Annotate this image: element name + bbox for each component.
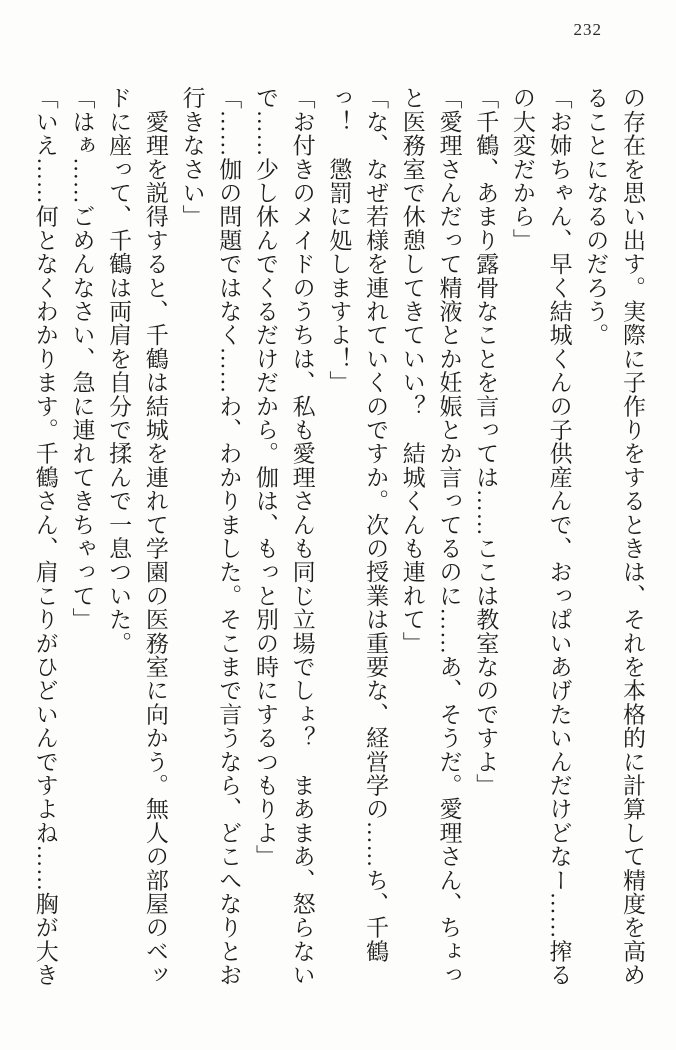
text-column: 「な、なぜ若様を連れていくのですか。次の授業は重要な、経営学の……ち、千鶴 [363,86,389,963]
page-number: 232 [573,20,602,39]
text-column: っ！ 懲罰に処しますよ！」 [326,86,352,395]
text-column: 行きなさい」 [179,86,205,229]
text-column: ることになるのだろう。 [583,86,609,347]
text-column: 「愛理さんだって精液とか妊娠とか言ってるのに……あ、そうだ。愛理さん、ちょっ [436,86,462,987]
text-column: 愛理を説得すると、千鶴は結城を連れて学園の医務室に向かう。無人の部屋のベッ [142,86,168,987]
text-column: で……少し休んでくるだけだから。伽は、もっと別の時にするつもりよ」 [252,86,278,869]
text-column: と医務室で休憩してきていい？ 結城くんも連れて」 [399,86,425,655]
text-column: 「……伽の問題ではなく……わ、わかりました。そこまで言うなら、どこへなりとお [216,86,242,987]
vertical-text-block [26,86,650,988]
text-column: 「千鶴、あまり露骨なことを言っては……ここは教室なのですよ」 [473,86,499,797]
text-column: 「お姉ちゃん、早く結城くんの子供産んで、おっぱいあげたいんだけどなー……搾る [546,86,572,987]
text-column: 「いえ……何となくわかります。千鶴さん、肩こりがひどいんですよね……胸が大き [32,86,58,987]
text-column: の存在を思い出す。実際に子作りをするときは、それを本格的に計算して精度を高め [620,86,645,987]
text-column: ドに座って、千鶴は両肩を自分で揉んで一息ついた。 [106,86,132,655]
text-column: 「お付きのメイドのうちは、私も愛理さんも同じ立場でしょ？ まあまあ、怒らない [289,86,315,987]
text-column: 「はぁ……ごめんなさい、急に連れてきちゃって」 [69,86,95,632]
text-column: の大変だから」 [509,86,535,252]
